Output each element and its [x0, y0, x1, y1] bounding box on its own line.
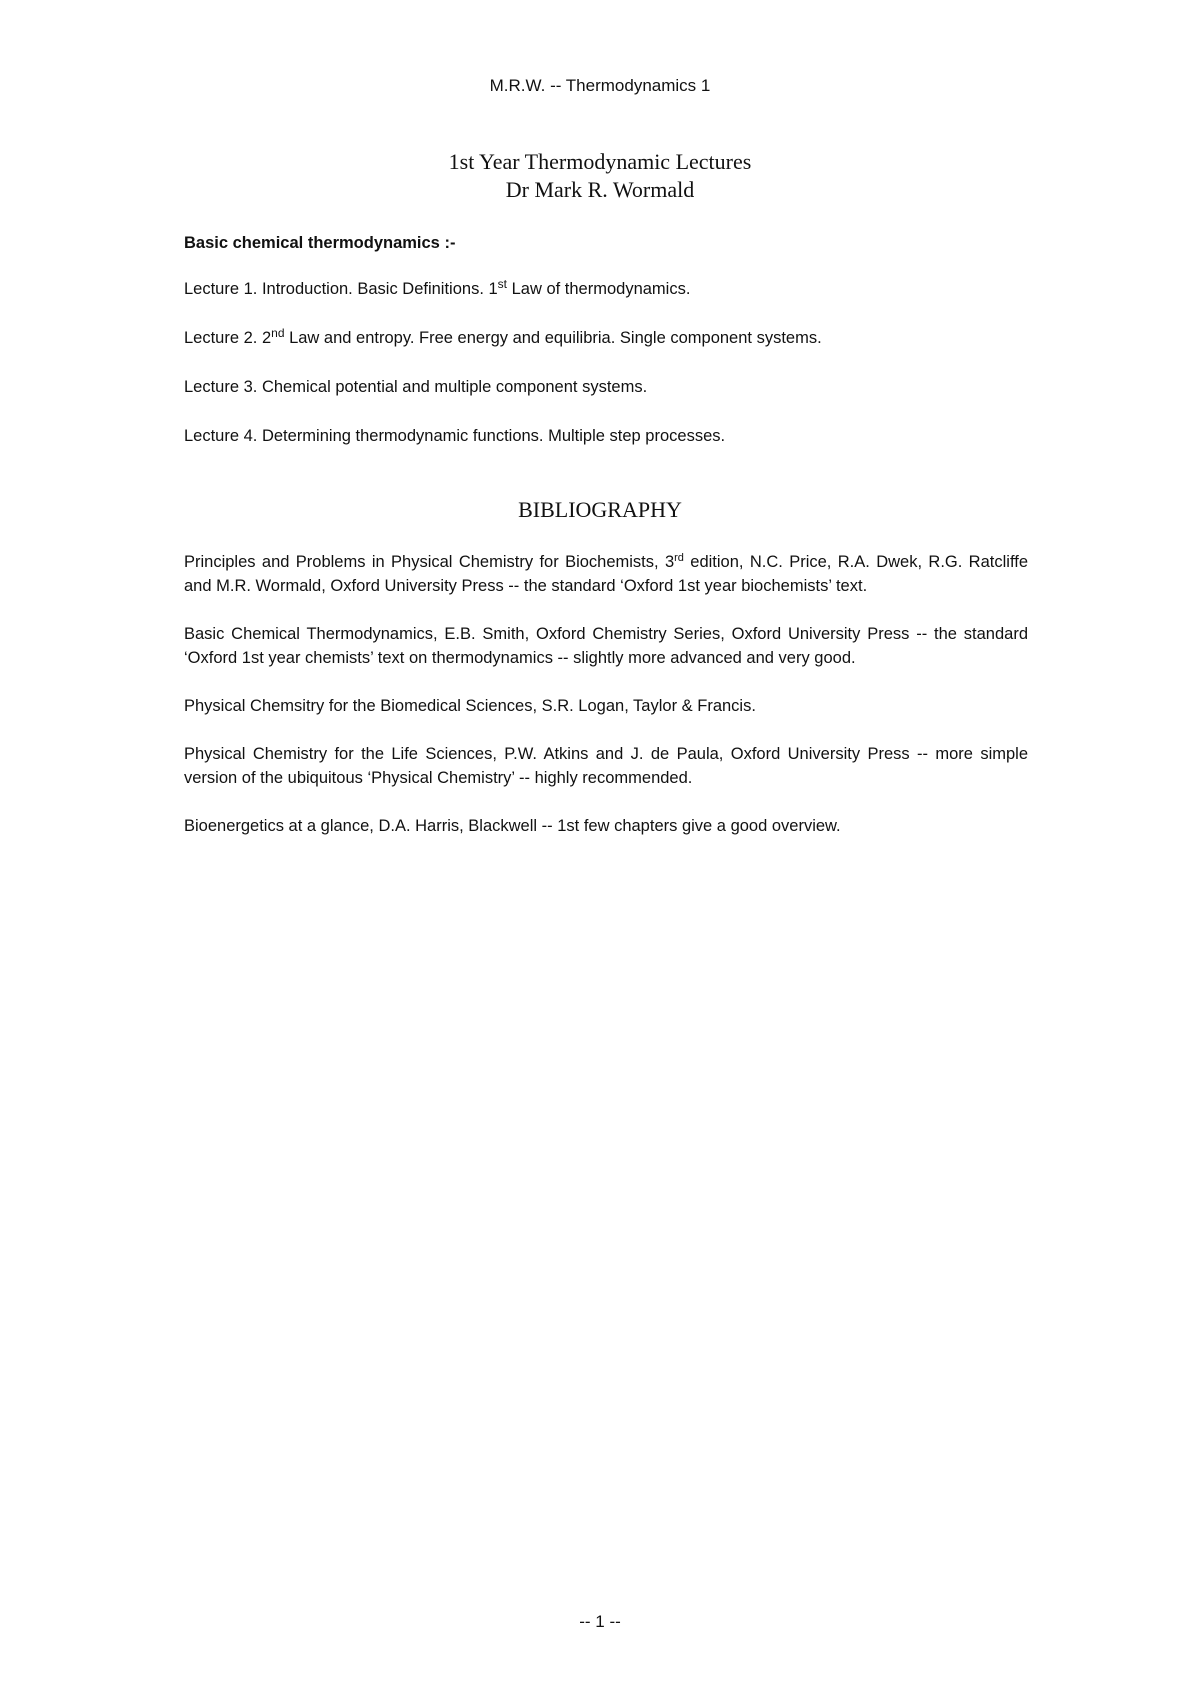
section-heading: Basic chemical thermodynamics :-	[184, 234, 456, 252]
lecture-list	[184, 278, 1028, 474]
reference-item: Principles and Problems in Physical Chemistry for Biochemists, 3rd edition, N.C. Price, R.A. Dwek, R.G. Ratcliffe and M.R. Wormald, Oxford University Press -- the standard ‘Oxford 1st year biochemists’ text.	[184, 552, 1028, 595]
page-number: -- 1 --	[579, 1612, 621, 1631]
author-name: Dr Mark R. Wormald	[505, 177, 695, 202]
bibliography-heading: BIBLIOGRAPHY	[518, 497, 682, 522]
running-header: M.R.W. -- Thermodynamics 1	[489, 76, 711, 95]
bibliography-list	[184, 550, 1028, 862]
reference-item: Physical Chemistry for the Life Sciences, P.W. Atkins and J. de Paula, Oxford University Press -- more simple version of the ubiquitous ‘Physical Chemistry’ -- highly recommended.	[184, 745, 1028, 787]
title-block	[0, 148, 1200, 204]
lecture-item: Lecture 3. Chemical potential and multiple component systems.	[184, 378, 648, 396]
reference-item: Physical Chemsitry for the Biomedical Sciences, S.R. Logan, Taylor & Francis.	[184, 697, 756, 715]
lecture-item: Lecture 4. Determining thermodynamic functions. Multiple step processes.	[184, 427, 726, 445]
document-title: 1st Year Thermodynamic Lectures	[448, 149, 752, 174]
reference-item: Bioenergetics at a glance, D.A. Harris, Blackwell -- 1st few chapters give a good overview.	[184, 817, 841, 835]
reference-item: Basic Chemical Thermodynamics, E.B. Smith, Oxford Chemistry Series, Oxford University Press -- the standard ‘Oxford 1st year chemists’ text on thermodynamics -- slightly more advanced and very good.	[184, 625, 1028, 667]
lecture-item: Lecture 2. 2nd Law and entropy. Free energy and equilibria. Single component systems.	[184, 326, 822, 347]
lecture-item: Lecture 1. Introduction. Basic Definitions. 1st Law of thermodynamics.	[184, 277, 691, 298]
